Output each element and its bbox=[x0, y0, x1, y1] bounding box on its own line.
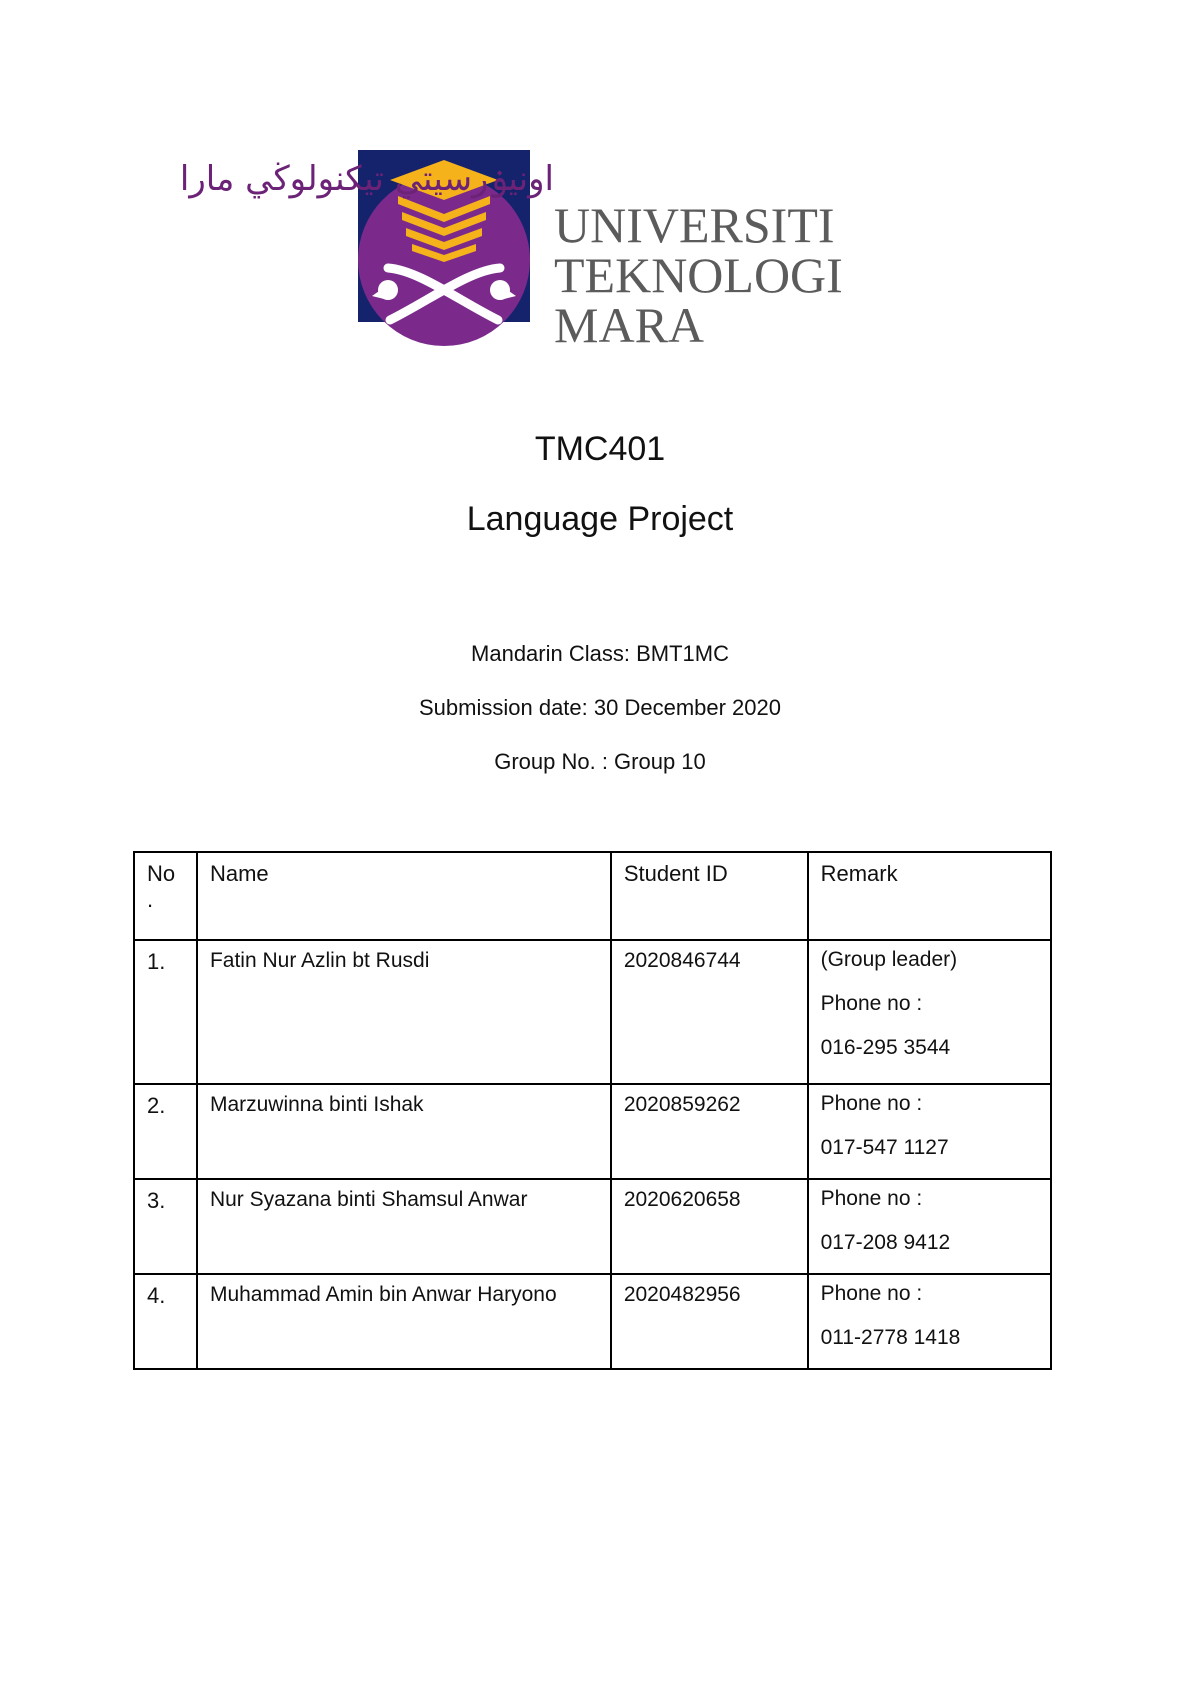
phone-number: 011-2778 1418 bbox=[820, 1326, 961, 1349]
phone-label: Phone no : bbox=[820, 1092, 923, 1115]
table-row bbox=[134, 1274, 1051, 1369]
row-student-id: 2020620658 bbox=[611, 1179, 808, 1274]
uitm-logo-graphic bbox=[179, 150, 858, 360]
header-remark: Remark bbox=[808, 852, 1051, 940]
course-code: TMC401 bbox=[534, 430, 666, 468]
table-row bbox=[134, 1179, 1051, 1274]
phone-number: 017-208 9412 bbox=[820, 1231, 951, 1254]
row-remark bbox=[808, 940, 1051, 1084]
logo-jawi-text: اونيۏرسيتي تيكنولوڬي مارا bbox=[179, 159, 554, 199]
row-student-id: 2020846744 bbox=[611, 940, 808, 1084]
header-name: Name bbox=[197, 852, 611, 940]
row-remark bbox=[808, 1179, 1051, 1274]
phone-label: Phone no : bbox=[820, 1187, 923, 1210]
row-name: Fatin Nur Azlin bt Rusdi bbox=[197, 940, 611, 1084]
phone-label: Phone no : bbox=[820, 992, 923, 1015]
row-no: 4. bbox=[134, 1274, 197, 1369]
header-no-line-1: No bbox=[147, 861, 176, 886]
row-remark bbox=[808, 1274, 1051, 1369]
header-no-line-2: . bbox=[147, 887, 154, 912]
header-no bbox=[134, 852, 197, 940]
logo-name-line-3: MARA bbox=[554, 297, 705, 353]
row-no: 1. bbox=[134, 940, 197, 1084]
phone-label: Phone no : bbox=[820, 1282, 923, 1305]
row-name: Marzuwinna binti Ishak bbox=[197, 1084, 611, 1179]
row-no: 3. bbox=[134, 1179, 197, 1274]
group-line: Group No. : Group 10 bbox=[494, 749, 706, 774]
row-name: Muhammad Amin bin Anwar Haryono bbox=[197, 1274, 611, 1369]
header-student-id: Student ID bbox=[611, 852, 808, 940]
class-line: Mandarin Class: BMT1MC bbox=[471, 641, 729, 666]
row-student-id: 2020859262 bbox=[611, 1084, 808, 1179]
phone-number: 017-547 1127 bbox=[820, 1136, 949, 1159]
row-remark bbox=[808, 1084, 1051, 1179]
remark-note: (Group leader) bbox=[820, 948, 958, 971]
phone-number: 016-295 3544 bbox=[820, 1036, 951, 1059]
row-student-id: 2020482956 bbox=[611, 1274, 808, 1369]
logo-name-line-1: UNIVERSITI bbox=[554, 197, 835, 253]
submission-date-line: Submission date: 30 December 2020 bbox=[419, 695, 781, 720]
logo-name-line-2: TEKNOLOGI bbox=[554, 247, 843, 303]
table-header-row bbox=[134, 852, 1051, 940]
members-table bbox=[133, 851, 1052, 1370]
row-no: 2. bbox=[134, 1084, 197, 1179]
logo-name-text bbox=[554, 197, 843, 353]
table-row bbox=[134, 1084, 1051, 1179]
row-name: Nur Syazana binti Shamsul Anwar bbox=[197, 1179, 611, 1274]
university-logo bbox=[179, 150, 858, 360]
table-row bbox=[134, 940, 1051, 1084]
project-title: Language Project bbox=[466, 500, 734, 538]
